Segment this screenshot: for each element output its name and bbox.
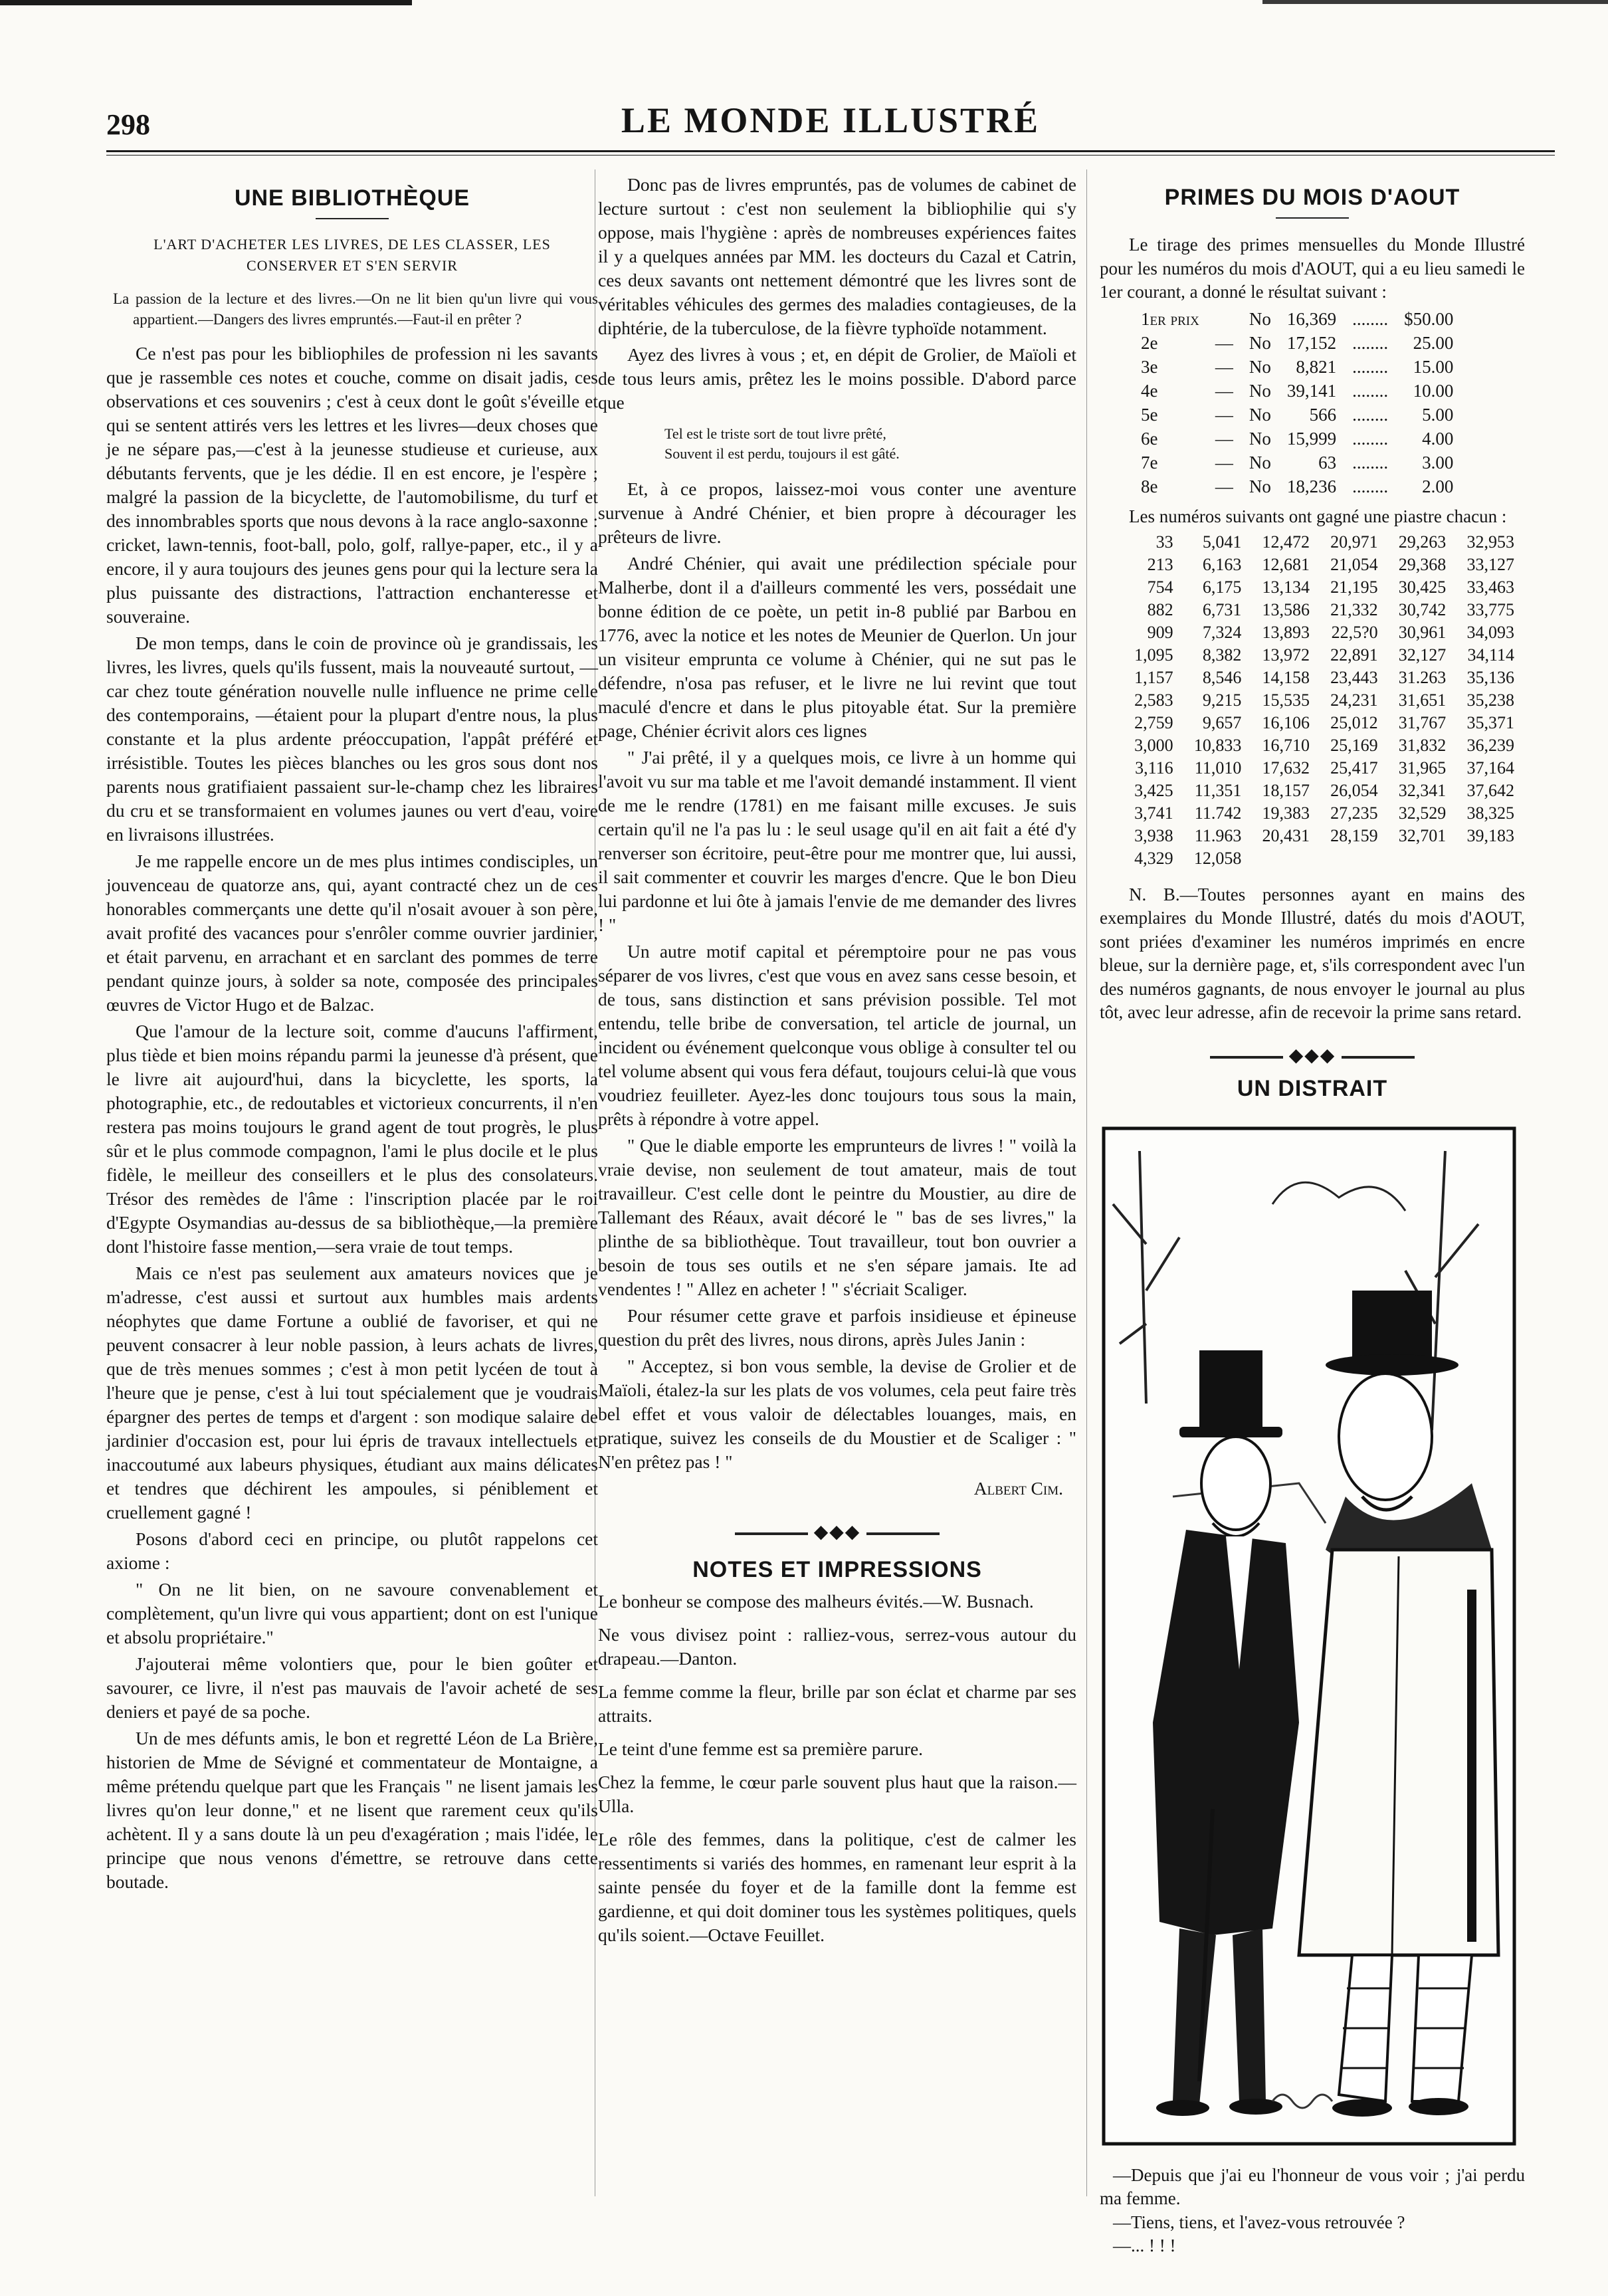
winners-row [1120, 644, 1518, 667]
winning-number: 32,953 [1466, 532, 1514, 552]
prize-table [1133, 307, 1461, 498]
note-item: Le rôle des femmes, dans la politique, c'est de calmer les ressentiments si variés des hommes, en ramenant leur esprit à la sainte pensée du foyer et de la famille dont la femme est gardienne, et qui doit dominer tous les systèmes politiques, quels qu'ils soient.—Octave Feuillet. [598, 1829, 1076, 1945]
prize-no: No [1249, 404, 1271, 425]
winners-row [1120, 780, 1518, 802]
winning-number: 32,127 [1398, 645, 1447, 665]
author-signature: Albert Cim. [973, 1478, 1063, 1499]
winners-row [1120, 712, 1518, 734]
winning-number: 21,195 [1330, 577, 1378, 597]
winning-number: 33,775 [1466, 600, 1514, 620]
header-rule-thin [106, 155, 1555, 156]
prize-row [1133, 331, 1461, 355]
winning-number: 6,175 [1202, 577, 1242, 597]
column-divider-2 [1086, 169, 1087, 2196]
winning-number: 1,157 [1134, 668, 1173, 688]
winning-number: 35,238 [1466, 690, 1514, 710]
prize-dots: ........ [1352, 308, 1389, 329]
note-item: Chez la femme, le cœur parle souvent plus haut que la raison.—Ulla. [598, 1772, 1076, 1816]
winning-number: 33 [1156, 532, 1173, 552]
winning-number: 31,767 [1398, 713, 1447, 733]
winning-number: 30,961 [1398, 623, 1447, 643]
winning-number: 32,701 [1398, 826, 1447, 846]
paragraph: J'ajouterai même volontiers que, pour le bien goûter et savourer, ce livre, il n'est pas mauvais de l'avoir acheté de ses deniers et payé de sa poche. [106, 1653, 598, 1722]
winning-number: 24,231 [1330, 690, 1378, 710]
winners-row [1120, 667, 1518, 689]
primes-intro: Le tirage des primes mensuelles du Monde Illustré pour les numéros du mois d'AOUT, qui a eu lieu samedi le 1er courant, a donné le résultat suivant : [1100, 235, 1525, 302]
winning-number: 3,116 [1135, 758, 1173, 778]
masthead: LE MONDE ILLUSTRÉ [621, 100, 1041, 140]
winning-number: 909 [1147, 623, 1173, 643]
winning-number: 38,325 [1466, 803, 1514, 823]
winning-number: 3,425 [1134, 781, 1173, 801]
winning-number: 39,183 [1466, 826, 1514, 846]
winning-number: 13,972 [1262, 645, 1310, 665]
title-rule [316, 218, 389, 219]
winning-number: 19,383 [1262, 803, 1310, 823]
winning-number: 36,239 [1466, 736, 1514, 756]
winning-number: 33,127 [1466, 555, 1514, 575]
winning-number: 13,893 [1262, 623, 1310, 643]
winning-number: 30,425 [1398, 577, 1447, 597]
winning-number: 16,106 [1262, 713, 1310, 733]
winning-number: 26,054 [1330, 781, 1378, 801]
top-edge [0, 0, 1608, 9]
verse-line: Souvent il est perdu, toujours il est gâté. [664, 445, 900, 462]
article-subtitle: L'ART D'ACHETER LES LIVRES, DE LES CLASSER, LES CONSERVER ET S'EN SERVIR [153, 236, 551, 274]
primes-title: PRIMES DU MOIS D'AOUT [1164, 185, 1460, 210]
prize-dots: ........ [1352, 380, 1389, 401]
cartoon-caption [1100, 2164, 1525, 2258]
cartoon-title: UN DISTRAIT [1237, 1075, 1388, 1101]
note-item: Le bonheur se compose des malheurs évités.—W. Busnach. [598, 1591, 1034, 1612]
winning-number: 27,235 [1330, 803, 1378, 823]
winning-number: 31,651 [1398, 690, 1447, 710]
winning-number: 7,324 [1202, 623, 1242, 643]
column-1 [106, 173, 598, 1897]
prize-dash: — [1215, 332, 1233, 353]
winning-number: 12,058 [1193, 849, 1242, 869]
winning-number: 882 [1147, 600, 1173, 620]
prize-dash [1207, 307, 1241, 331]
winning-number: 25,169 [1330, 736, 1378, 756]
winning-number: 22,5?0 [1331, 623, 1378, 643]
winning-number: 11,010 [1194, 758, 1242, 778]
prize-rank: 6e [1141, 428, 1158, 449]
winning-number: 754 [1147, 577, 1173, 597]
quote: " J'ai prêté, il y a quelques mois, ce livre à un homme qui l'avoit vu sur ma table et me l'avoit demandé instamment. Il vient de me le rendre (1781) en me faisant mille excuses. Je suis certain qu'il ne l'a pas lu : le seul usage qu'il en ait fait a été d'y renverser son écritoire, peut-être pour me montrer que, lui aussi, il sait commenter et couvrir les marges d'encre. Que le bon Dieu lui pardonne et lui ôte à jamais l'envie de me demander des livres ! " [598, 747, 1076, 935]
prize-dots: ........ [1352, 428, 1389, 449]
winning-number: 29,263 [1398, 532, 1447, 552]
title-rule [1276, 217, 1349, 219]
header-rule [106, 150, 1555, 152]
prize-no: No [1249, 308, 1271, 329]
winners-row [1120, 599, 1518, 621]
prize-dots: ........ [1352, 404, 1389, 425]
prize-no: No [1249, 380, 1271, 401]
prize-number: 63 [1318, 452, 1337, 472]
winners-row [1120, 576, 1518, 599]
verse-line: Tel est le triste sort de tout livre prêté, [664, 425, 886, 442]
winners-row [1120, 847, 1518, 870]
prize-number: 18,236 [1286, 476, 1337, 496]
section-ornament: ◆◆◆ [1100, 1044, 1525, 1067]
paragraph: " Que le diable emporte les emprunteurs de livres ! " voilà la vraie devise, non seulement de tout amateur, mais de tout travailleur. C'est celle dont le peintre du Moustier, au dire de Tallemant des Réaux, avait décoré le " bas de ses livres," la plinthe de sa bibliothèque. Tout travailleur, tout bon ouvrier a besoin de tous ses outils et ne s'en sépare jamais. Ite ad vendentes ! " Allez en acheter ! " s'écriait Scaliger. [598, 1135, 1076, 1299]
winning-number: 31,965 [1398, 758, 1447, 778]
prize-no: No [1249, 356, 1271, 377]
prize-amount: 4.00 [1422, 428, 1454, 449]
winning-number: 20,431 [1262, 826, 1310, 846]
prize-dash: — [1215, 380, 1233, 401]
winning-number: 37,642 [1466, 781, 1514, 801]
prize-amount: 25.00 [1413, 332, 1454, 353]
prize-dash: — [1215, 428, 1233, 449]
verse [598, 424, 1076, 464]
winning-number: 21,332 [1330, 600, 1378, 620]
caption-line: —Depuis que j'ai eu l'honneur de vous voir ; j'ai perdu ma femme. [1100, 2164, 1525, 2209]
note-item: La femme comme la fleur, brille par son éclat et charme par ses attraits. [598, 1681, 1076, 1726]
quote: " On ne lit bien, on ne savoure convenablement et complètement, qu'un livre qui vous appartient; dont on est l'unique et absolu propriétaire." [106, 1579, 598, 1647]
winning-number: 11,351 [1194, 781, 1242, 801]
article-summary: La passion de la lecture et des livres.—On ne lit bien qu'un livre qui vous appartient.—Dangers des livres empruntés.—Faut-il en prêter ? [113, 290, 598, 328]
prize-dash: — [1215, 452, 1233, 472]
winning-number: 213 [1147, 555, 1173, 575]
notes-title: NOTES ET IMPRESSIONS [692, 1557, 982, 1582]
page-header [106, 100, 1555, 146]
winners-row [1120, 689, 1518, 712]
winners-row [1120, 734, 1518, 757]
caption-line: —Tiens, tiens, et l'avez-vous retrouvée ? [1113, 2212, 1405, 2232]
prize-amount: 3.00 [1422, 452, 1454, 472]
winning-number: 12,681 [1262, 555, 1310, 575]
prize-row [1133, 451, 1461, 474]
prize-number: 16,369 [1286, 308, 1337, 329]
winning-number: 3,938 [1134, 826, 1173, 846]
note-item: Ne vous divisez point : ralliez-vous, serrez-vous autour du drapeau.—Danton. [598, 1624, 1076, 1669]
winning-number: 30,742 [1398, 600, 1447, 620]
prize-rank: 3e [1141, 356, 1158, 377]
cartoon-illustration [1100, 1124, 1518, 2148]
winning-number: 5,041 [1202, 532, 1242, 552]
winning-number: 29,368 [1398, 555, 1447, 575]
winning-number: 34,093 [1466, 623, 1514, 643]
prize-dash: — [1215, 404, 1233, 425]
winning-number: 2,759 [1134, 713, 1173, 733]
winning-number: 3,741 [1134, 803, 1173, 823]
prize-no: No [1249, 332, 1271, 353]
winners-row [1120, 621, 1518, 644]
quote: " Acceptez, si bon vous semble, la devise de Grolier et de Maïoli, étalez-la sur les plats de vos volumes, cela peut faire très bel effet et vous valoir de délectables louanges, mais, en pratique, suivez les conseils de du Moustier et de Scaliger : " N'en prêtez pas ! " [598, 1356, 1076, 1472]
paragraph: Ayez des livres à vous ; et, en dépit de Grolier, de Maïoli et de tous leurs amis, prêtez les le moins possible. D'abord parce que [598, 344, 1076, 413]
column-3 [1100, 173, 1525, 2257]
paragraph: Et, à ce propos, laissez-moi vous conter une aventure survenue à André Chénier, et bien propre à décourager les prêteurs de livre. [598, 478, 1076, 547]
winners-intro: Les numéros suivants ont gagné une piastre chacun : [1129, 506, 1507, 526]
winning-number: 9,215 [1202, 690, 1242, 710]
paragraph: Mais ce n'est pas seulement aux amateurs novices que je m'adresse, c'est aussi et surtout aux humbles mais ardents néophytes que dame Fortune a oublié de favoriser, et qui ne peuvent consacrer à leur noble passion, à leurs achats de livres, que de très menues sommes ; c'est à mon petit lycéen de tout à l'heure que je pense, c'est à lui tout spécialement que je voudrais épargner des pertes de temps et d'argent : son modique salaire de jardinier d'occasion est, pour lui épris de travaux intellectuels et inaccoutumé aux labeurs physiques, étudiant aux mains délicates et tendres que déchirent les ampoules, si péniblement et cruellement gagné ! [106, 1263, 598, 1522]
paragraph: Un autre motif capital et péremptoire pour ne pas vous séparer de vos livres, c'est que vous en avez sans cesse besoin, et de tous, sans distinction et sans prévision possible. Tel mot entendu, telle bribe de conversation, tel article de journal, un incident ou événement quelconque vous oblige à consulter tel ou tel volume absent qui vous fera défaut, toujours celui-là que vous voudriez feuilleter. Ayez-les donc toujours tous sous la main, prêts à répondre à votre appel. [598, 941, 1076, 1129]
winning-number: 21,054 [1330, 555, 1378, 575]
winning-number [1314, 847, 1382, 870]
winning-number: 32,341 [1398, 781, 1447, 801]
prize-rank: 7e [1141, 452, 1158, 472]
prize-row [1133, 474, 1461, 498]
winning-number: 22,891 [1330, 645, 1378, 665]
winning-number: 32,529 [1398, 803, 1447, 823]
winning-number: 31.263 [1398, 668, 1447, 688]
prize-row [1133, 355, 1461, 379]
winning-number: 14,158 [1262, 668, 1310, 688]
winning-number: 25,417 [1330, 758, 1378, 778]
paragraph: Je me rappelle encore un de mes plus intimes condisciples, un jouvenceau de quatorze ans, qui, ayant contracté chez un de ces honorables commerçants une dette qu'il n'osait avouer à son père, avait profité des vacances pour s'enrôler comme ouvrier jardinier, et était parvenu, en arrachant et en sarclant des pommes de terre pendant quinze jours, à solder sa note, composée des principales œuvres de Victor Hugo et de Balzac. [106, 851, 598, 1015]
paragraph: Un de mes défunts amis, le bon et regretté Léon de La Brière, historien de Mme de Sévigné et commentateur de Montaigne, a même prétendu quelque part que les Français " ne lisent jamais les livres qu'on leur donne," et ne lisent que rarement ceux qu'ils achètent. Il y a sans doute là un peu d'exagération ; mais l'idée, le principe que nous venons d'émettre, se retrouve dans cette boutade. [106, 1728, 598, 1892]
prize-amount: $50.00 [1404, 308, 1454, 329]
prize-dash: — [1215, 356, 1233, 377]
prize-no: No [1249, 476, 1271, 496]
winning-number: 37,164 [1466, 758, 1514, 778]
prize-row [1133, 379, 1461, 403]
prize-dots: ........ [1352, 452, 1389, 472]
prize-row [1133, 427, 1461, 451]
paragraph: Donc pas de livres empruntés, pas de volumes de cabinet de lecture surtout : c'est non seulement la bibliophilie qui s'y oppose, mais l'hygiène : après de nombreuses expériences faites il y a quelques années par MM. les docteurs du Cazal et Catrin, ces deux savants ont nettement démontré que les livres sont de véritables véhicules des germes des maladies contagieuses, de la diphtérie, de la tuberculose, de la fièvre typhoïde notamment. [598, 174, 1076, 338]
winning-number: 35,136 [1466, 668, 1514, 688]
prize-rank: 5e [1141, 404, 1158, 425]
prize-amount: 10.00 [1413, 380, 1454, 401]
prize-dash: — [1215, 476, 1233, 496]
winning-number [1382, 847, 1451, 870]
winners-row [1120, 825, 1518, 847]
winners-row [1120, 531, 1518, 554]
winning-number: 31,832 [1398, 736, 1447, 756]
winning-number: 11.742 [1194, 803, 1242, 823]
page-number: 298 [106, 108, 150, 141]
winning-number: 2,583 [1134, 690, 1173, 710]
paragraph: Pour résumer cette grave et parfois insidieuse et épineuse question du prêt des livres, nous dirons, après Jules Janin : [598, 1305, 1076, 1350]
paragraph: De mon temps, dans le coin de province où je grandissais, les livres, les livres, quels qu'ils fussent, mais la nouveauté surtout, —car chez toute génération nouvelle nulle influence ne prime celle des contemporains, —étaient pour la plupart d'entre nous, la plus constante et la plus ardente préoccupation, l'appât préféré et irrésistible. Toutes les pièces blanches ou les gros sous dont nos parents nous gratifiaient passaient sur-le-champ chez les libraires du cru et se transformaient en volumes jaunes ou vert d'eau, voire en livraisons illustrées. [106, 633, 598, 845]
winning-number: 1,095 [1134, 645, 1173, 665]
prize-number: 8,821 [1296, 356, 1337, 377]
prize-rank: 8e [1141, 476, 1158, 496]
winning-number [1245, 847, 1314, 870]
prize-amount: 2.00 [1422, 476, 1454, 496]
prize-amount: 15.00 [1413, 356, 1454, 377]
winning-number: 13,586 [1262, 600, 1310, 620]
prize-rank: 4e [1141, 380, 1158, 401]
prize-rank: 1er prix [1141, 308, 1199, 329]
winning-number: 3,000 [1134, 736, 1173, 756]
prize-number: 566 [1309, 404, 1337, 425]
notes-list [598, 1590, 1076, 1947]
winners-table [1120, 531, 1518, 870]
prize-row [1133, 403, 1461, 427]
prize-rank: 2e [1141, 332, 1158, 353]
note-item: Le teint d'une femme est sa première parure. [598, 1738, 924, 1759]
paragraph: Que l'amour de la lecture soit, comme d'aucuns l'affirment, plus tiède et bien moins répandu parmi la jeunesse d'à présent, que le livre ait aujourd'hui, dans la bicyclette, les sports, la photographie, etc., de redoutables et victorieux concurrents, il n'en restera pas moins toujours le grand agent de tout progrès, le plus sûr et le plus commode compagnon, l'ami le plus docile et le plus fidèle, le meilleur des conseillers et le plus des consolateurs. Trésor des remèdes de l'âme : l'inscription placée par le roi d'Egypte Osymandias au-dessus de sa bibliothèque,—la première dont l'histoire fasse mention,—sera vraie de tout temps. [106, 1021, 598, 1257]
winning-number: 33,463 [1466, 577, 1514, 597]
winning-number: 23,443 [1330, 668, 1378, 688]
paragraph: André Chénier, qui avait une prédilection spéciale pour Malherbe, dont il a d'ailleurs commenté les vers, possédait une bonne édition de ce poète, un petit in-8 publié par Barbou en 1776, avec la notice et les notes de Meunier de Querlon. Un jour un visiteur emprunta ce volume à Chénier, qui ne sut pas le défendre, n'osa pas refuser, et le livre ne lui revint que tout maculé d'encre et dans le plus pitoyable état. Sur la première page, Chénier écrivit alors ces lignes [598, 553, 1076, 741]
paragraph: Ce n'est pas pour les bibliophiles de profession ni les savants que je rassemble ces notes et couche, comme on disait jadis, ces observations et ces souvenirs ; c'est à ceux dont le goût s'éveille et qui se sentent attirés vers les lettres et les livres—deux choses que je ne sépare pas,—c'est à la jeunesse studieuse et curieuse, aux débutants fervents, que je les dédie. Il en est encore, je l'espère ; malgré la passion de la bicyclette, de l'automobilisme, du turf et des innombrables sports que nous devons à la race anglo-saxonne : cricket, lawn-tennis, foot-ball, polo, golf, rallye-paper, etc., il y a encore, il y aura toujours des jeunes gens pour qui la lecture sera la plus puissante des distractions, l'attraction enchanteresse et souveraine. [106, 343, 598, 627]
winning-number: 13,134 [1262, 577, 1310, 597]
prize-no: No [1249, 428, 1271, 449]
winning-number [1450, 847, 1518, 870]
prize-number: 15,999 [1286, 428, 1337, 449]
winning-number: 20,971 [1330, 532, 1378, 552]
winning-number: 28,159 [1330, 826, 1378, 846]
winners-row [1120, 554, 1518, 576]
winning-number: 18,157 [1262, 781, 1310, 801]
winning-number: 6,163 [1202, 555, 1242, 575]
winners-row [1120, 757, 1518, 780]
winning-number: 8,546 [1202, 668, 1242, 688]
prize-dots: ........ [1352, 476, 1389, 496]
winning-number: 4,329 [1134, 849, 1173, 869]
winning-number: 15,535 [1262, 690, 1310, 710]
prize-number: 17,152 [1286, 332, 1337, 353]
column-2 [598, 173, 1076, 1956]
paragraph: Posons d'abord ceci en principe, ou plutôt rappelons cet axiome : [106, 1528, 598, 1573]
winning-number: 12,472 [1262, 532, 1310, 552]
prize-dots: ........ [1352, 332, 1389, 353]
nb-note: N. B.—Toutes personnes ayant en mains des exemplaires du Monde Illustré, datés du mois d'AOUT, sont priées d'examiner les numéros imprimés en encre bleue, sur la dernière page, et, s'ils correspondent avec l'un des numéros gagnants, de nous envoyer le journal au plus tôt, avec leur adresse, afin de recevoir la prime sans retard. [1100, 885, 1525, 1023]
winning-number: 34,114 [1467, 645, 1514, 665]
prize-number: 39,141 [1286, 380, 1337, 401]
prize-no: No [1249, 452, 1271, 472]
winning-number: 25,012 [1330, 713, 1378, 733]
section-ornament: ◆◆◆ [598, 1520, 1076, 1544]
winning-number: 17,632 [1262, 758, 1310, 778]
winning-number: 35,371 [1466, 713, 1514, 733]
caption-line: —... ! ! ! [1113, 2235, 1176, 2255]
winning-number: 9,657 [1202, 713, 1242, 733]
prize-dots: ........ [1352, 356, 1389, 377]
winning-number: 11.963 [1194, 826, 1242, 846]
winners-row [1120, 802, 1518, 825]
winning-number: 8,382 [1202, 645, 1242, 665]
winning-number: 6,731 [1202, 600, 1242, 620]
prize-row [1133, 307, 1461, 331]
article-title: UNE BIBLIOTHÈQUE [234, 185, 470, 211]
winning-number: 16,710 [1262, 736, 1310, 756]
winning-number: 10,833 [1193, 736, 1242, 756]
prize-amount: 5.00 [1422, 404, 1454, 425]
